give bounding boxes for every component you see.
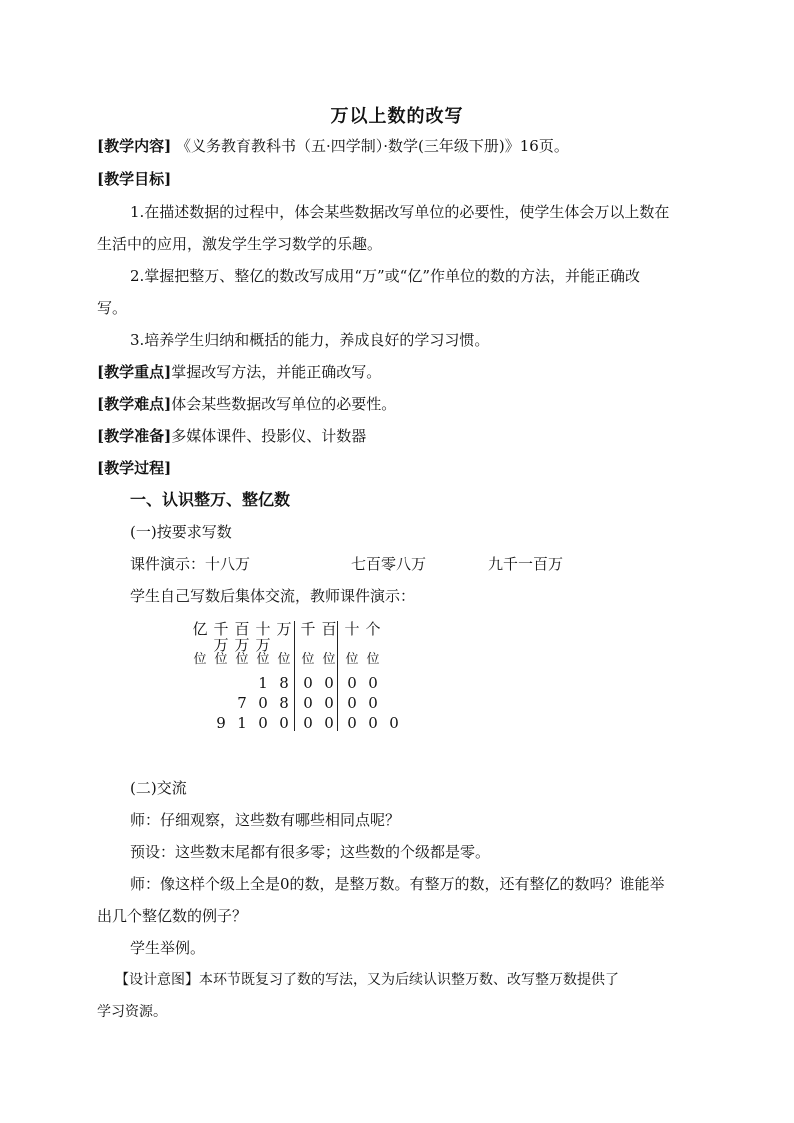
teacher-question-2-line-2: 出几个整亿数的例子？: [97, 907, 248, 925]
digit: 0: [324, 674, 334, 692]
header-shiwan: 十 万 位: [255, 620, 271, 667]
header-ge: 个 位: [365, 620, 381, 667]
goal-2-line-2: 写。: [97, 299, 128, 317]
header-yi: 亿 位: [192, 620, 208, 667]
digit: 0: [324, 714, 334, 732]
goal-1-line-1: 1.在描述数据的过程中，体会某些数据改写单位的必要性，使学生体会万以上数在: [130, 203, 670, 221]
goal-2-line-1: 2.掌握把整万、整亿的数改写成用“万”或“亿”作单位的数的方法，并能正确改: [130, 267, 640, 285]
difficulty-text: 体会某些数据改写单位的必要性。: [171, 395, 397, 413]
digit: 0: [303, 714, 313, 732]
preparation-text: 多媒体课件、投影仪、计数器: [171, 427, 367, 445]
header-qianwan: 千 万 位: [213, 620, 229, 667]
digit: 0: [324, 694, 334, 712]
content-line: [97, 136, 569, 156]
design-intent-line-2: 学习资源。: [97, 1004, 167, 1020]
digit: 0: [303, 674, 313, 692]
divider-wan-level: [294, 621, 295, 731]
design-intent-line-1: 【设计意图】本环节既复习了数的写法，又为后续认识整万数、改写整万数提供了: [115, 972, 619, 988]
sub-2-heading: (二)交流: [130, 779, 187, 797]
teacher-question-2-line-1: 师：像这样个级上全是0的数，是整万数。有整万的数，还有整亿的数吗？谁能举: [130, 875, 665, 893]
content-label: [教学内容]: [97, 137, 172, 155]
digit: 9: [216, 714, 226, 732]
goal-3: 3.培养学生归纳和概括的能力，养成良好的学习习惯。: [130, 331, 490, 349]
preset-answer: 预设：这些数末尾都有很多零；这些数的个级都是零。: [130, 843, 491, 861]
demo-item-1: 十八万: [205, 555, 251, 573]
digit: 8: [279, 694, 289, 712]
digit: 0: [258, 714, 268, 732]
demo-item-2: 七百零八万: [351, 555, 427, 573]
demo-item-3: 九千一百万: [488, 555, 564, 573]
goal-1-line-2: 生活中的应用，激发学生学习数学的乐趣。: [97, 235, 383, 253]
content-text: 《义务教育教科书（五·四学制）·数学(三年级下册)》16页。: [175, 137, 569, 155]
digit: 0: [347, 674, 357, 692]
header-baiwan: 百 万 位: [234, 620, 250, 667]
header-shi: 十 位: [344, 620, 360, 667]
key-point-text: 掌握改写方法，并能正确改写。: [171, 363, 382, 381]
digit: 8: [279, 674, 289, 692]
digit: 0: [368, 714, 378, 732]
digit: 0: [303, 694, 313, 712]
process-label: [教学过程]: [97, 459, 172, 477]
header-bai: 百 位: [321, 620, 337, 667]
digit: 1: [237, 714, 247, 732]
sub-1-heading: (一)按要求写数: [130, 523, 232, 541]
student-line: 学生自己写数后集体交流，教师课件演示：: [130, 587, 416, 605]
page-title: 万以上数的改写: [330, 106, 464, 127]
demo-label: 课件演示：: [130, 555, 206, 573]
digit: 0: [279, 714, 289, 732]
header-wan: 万 位: [276, 620, 292, 667]
digit: 0: [347, 714, 357, 732]
digit: 0: [347, 694, 357, 712]
student-example: 学生举例。: [130, 939, 206, 957]
digit: 0: [389, 714, 399, 732]
teacher-question-1: 师：仔细观察，这些数有哪些相同点呢？: [130, 811, 401, 829]
key-point-line: [97, 362, 381, 382]
difficulty-label: [教学难点]: [97, 395, 172, 413]
preparation-label: [教学准备]: [97, 427, 172, 445]
difficulty-line: [97, 394, 396, 414]
digit: 0: [258, 694, 268, 712]
digit: 7: [237, 694, 247, 712]
key-point-label: [教学重点]: [97, 363, 172, 381]
demo-line: [130, 554, 205, 574]
goals-label: [教学目标]: [97, 170, 172, 188]
header-qian: 千 位: [300, 620, 316, 667]
preparation-line: [97, 426, 366, 446]
digit: 0: [368, 694, 378, 712]
section-1-heading: 一、认识整万、整亿数: [130, 490, 291, 509]
digit: 0: [368, 674, 378, 692]
digit: 1: [258, 674, 268, 692]
